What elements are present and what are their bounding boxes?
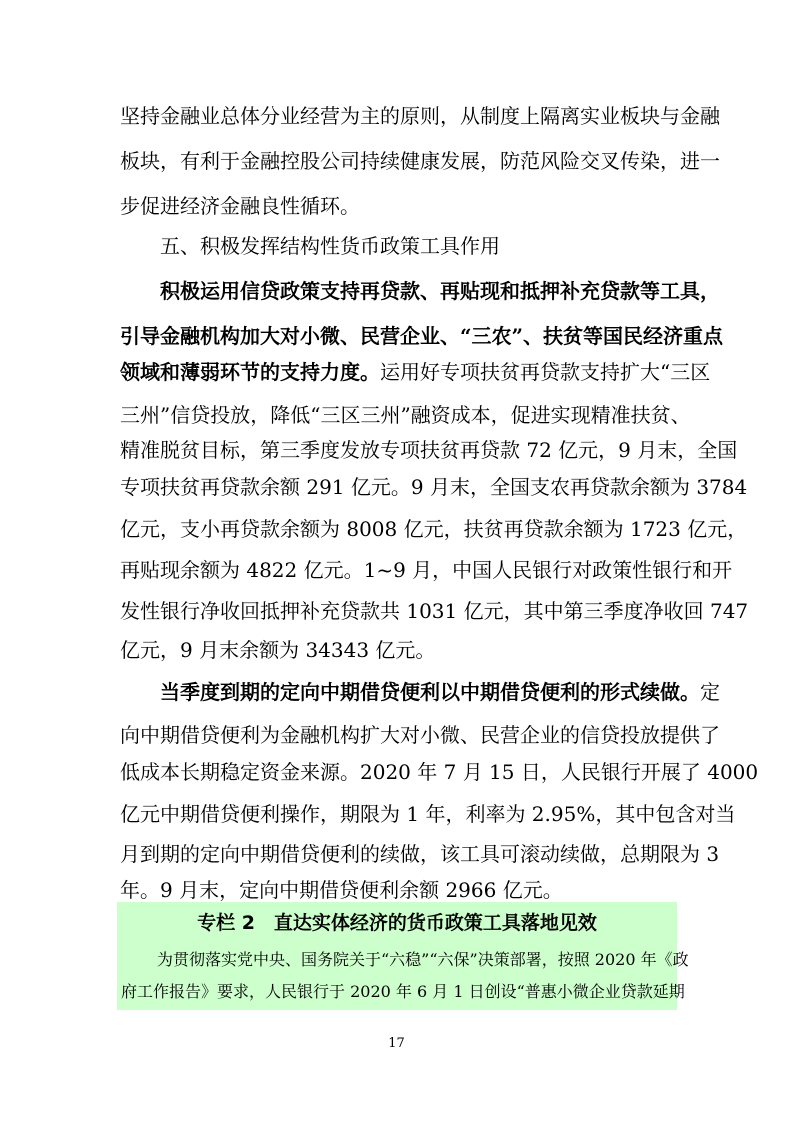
column-box [117,902,689,1010]
p1-line-4: 三州”信贷投放，降低“三区三州”融资成本，促进实现精准扶贫、 [120,403,691,427]
p1-line-7: 亿元，支小再贷款余额为 8008 亿元，扶贫再贷款余额为 1723 亿元， [120,517,748,541]
p1-bold-line-1: 积极运用信贷政策支持再贷款、再贴现和抵押补充贷款等工具， [160,279,720,303]
section-heading: 五、积极发挥结构性货币政策工具作用 [160,234,500,258]
p1-line-9: 发性银行净收回抵押补充贷款共 1031 亿元，其中第三季度净收回 747 [120,599,749,623]
p1-line-5: 精准脱贫目标，第三季度发放专项扶贫再贷款 72 亿元，9 月末，全国 [120,438,738,462]
intro-line-3: 步促进经济金融良性循环。 [120,194,360,218]
p2-line-3: 低成本长期稳定资金来源。2020 年 7 月 15 日，人民银行开展了 4000 [120,760,759,784]
p1-line-3-rest: 运用好专项扶贫再贷款支持扩大“三区 [380,360,711,384]
column-box-line-1: 为贯彻落实党中央、国务院关于“六稳”“六保”决策部署，按照 2020 年《政 [157,950,689,969]
column-box-line-2: 府工作报告》要求，人民银行于 2020 年 6 月 1 日创设“普惠小微企业贷款延期 [121,982,685,1001]
p2-line-1-bold: 当季度到期的定向中期借贷便利以中期借贷便利的形式续做。 [160,680,700,704]
p1-line-3-bold: 领域和薄弱环节的支持力度。 [120,360,380,384]
p2-line-1-rest: 定 [700,680,720,704]
column-box-title: 专栏 2 直达实体经济的货币政策工具落地见效 [197,912,597,934]
p2-line-5: 月到期的定向中期借贷便利的续做，该工具可滚动续做，总期限为 3 [120,842,720,866]
page-number: 17 [388,1036,405,1051]
p1-line-10: 亿元，9 月末余额为 34343 亿元。 [120,638,436,662]
p2-line-1 [160,680,720,704]
p2-line-6: 年。9 月末，定向中期借贷便利余额 2966 亿元。 [120,878,563,902]
p2-line-4: 亿元中期借贷便利操作，期限为 1 年，利率为 2.95%，其中包含对当 [120,802,736,826]
p1-line-6: 专项扶贫再贷款余额 291 亿元。9 月末，全国支农再贷款余额为 3784 [120,475,748,499]
p1-bold-line-2: 引导金融机构加大对小微、民营企业、“三农”、扶贫等国民经济重点 [120,324,724,348]
intro-line-1: 坚持金融业总体分业经营为主的原则，从制度上隔离实业板块与金融 [120,104,720,128]
p1-line-3 [120,360,711,384]
p1-line-8: 再贴现余额为 4822 亿元。1~9 月，中国人民银行对政策性银行和开 [120,558,733,582]
p2-line-2: 向中期借贷便利为金融机构扩大对小微、民营企业的信贷投放提供了 [120,723,720,747]
intro-line-2: 板块，有利于金融控股公司持续健康发展，防范风险交叉传染，进一 [120,149,720,173]
